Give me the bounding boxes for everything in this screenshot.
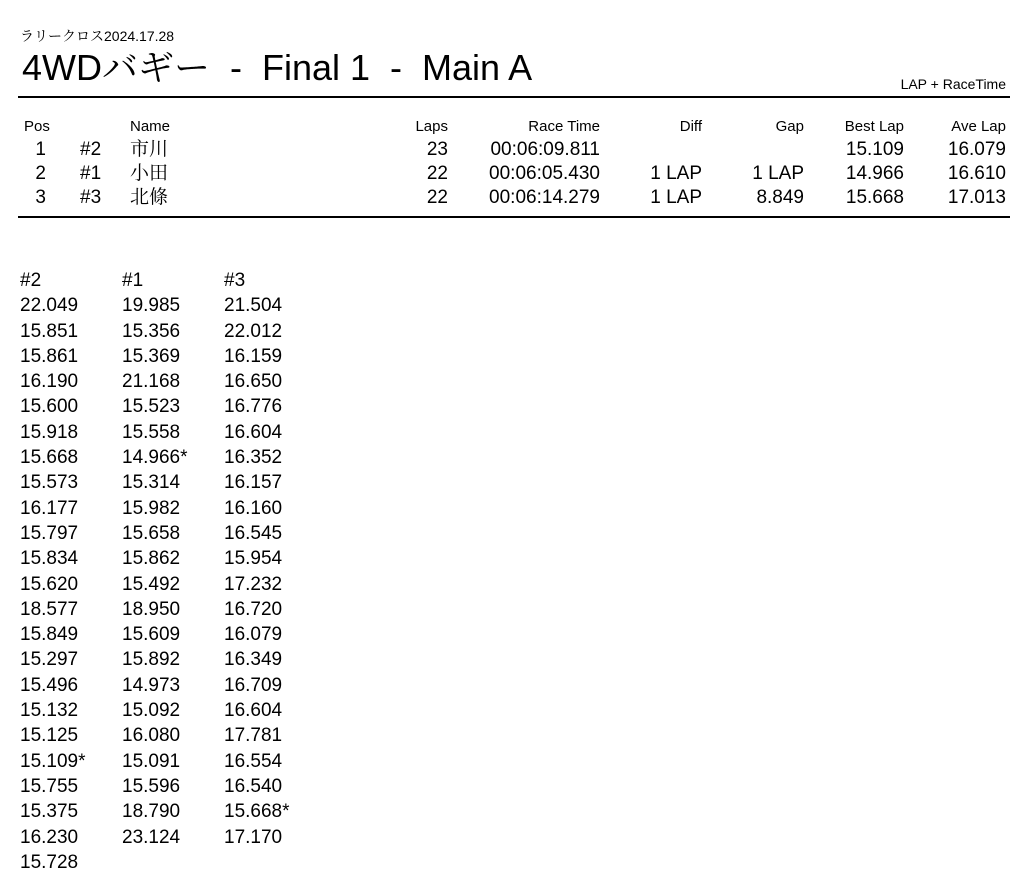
pos-cell: 3 [35,187,46,208]
lap-column-header: #1 [122,270,144,291]
race-time-cell: 00:06:14.279 [489,187,600,208]
col-gap-header: Gap [775,118,804,135]
lap-time-cell: 18.950 [122,598,181,620]
lap-time-cell: 15.125 [20,725,79,747]
gap-cell: 8.849 [756,187,804,208]
col-pos-header: Pos [24,118,50,135]
driver-name-cell: 小田 [130,163,169,184]
lap-time-cell: 15.596 [122,775,181,797]
lap-time-cell: 18.577 [20,598,79,620]
lap-time-cell: 15.851 [20,320,79,342]
lap-time-cell: 15.918 [20,421,79,443]
lap-time-cell: 15.849 [20,624,79,646]
lap-time-cell: 16.540 [224,775,283,797]
lap-time-cell: 15.091 [122,750,181,772]
lap-time-cell: 18.790 [122,801,181,823]
table-row [18,186,1008,210]
col-name-header: Name [130,118,171,135]
table-row [18,138,1008,162]
lap-time-cell: 16.720 [224,598,283,620]
lap-time-cell: 21.168 [122,371,181,393]
lap-time-cell: 15.297 [20,649,79,671]
lap-time-cell: 15.369 [122,345,181,367]
laps-cell: 22 [426,187,448,208]
lap-time-cell: 22.049 [20,295,79,317]
results-table [18,118,1008,210]
race-time-cell: 00:06:09.811 [490,139,600,160]
results-header-row [18,118,1008,135]
lap-column [224,268,326,875]
best-lap-cell: 15.109 [845,139,904,160]
lap-time-cell: 14.966* [122,447,188,469]
lap-time-cell: 15.609 [122,624,181,646]
lap-time-cell: 15.375 [20,801,79,823]
lap-time-cell: 14.973 [122,674,181,696]
driver-name-cell: 北條 [130,187,169,208]
lap-time-cell: 16.554 [224,750,283,772]
best-lap-cell: 14.966 [845,163,904,184]
lap-time-cell: 15.668 [20,447,79,469]
lap-time-cell: 15.492 [122,573,181,595]
diff-cell: 1 LAP [650,163,702,184]
lap-time-cell: 15.862 [122,548,181,570]
lap-time-cell: 16.157 [224,472,283,494]
lap-time-cell: 16.776 [224,396,283,418]
lap-column-header: #2 [20,270,42,291]
page-title: 4WDバギー - Final 1 - Main A [22,47,533,88]
lap-time-cell: 15.834 [20,548,79,570]
lap-time-cell: 16.709 [224,674,283,696]
lap-column-header: #3 [224,270,246,291]
lap-column [20,268,122,875]
lap-time-cell: 23.124 [122,826,181,848]
col-best-lap-header: Best Lap [844,118,904,135]
lap-time-cell: 15.861 [20,345,79,367]
lap-time-cell: 15.314 [122,472,181,494]
lap-time-cell: 16.230 [20,826,79,848]
lap-time-cell: 15.658 [122,522,181,544]
lap-time-cell: 15.668* [224,801,290,823]
table-row [18,162,1008,186]
lap-time-cell: 16.604 [224,700,283,722]
lap-time-cell: 19.985 [122,295,181,317]
ave-lap-cell: 16.079 [947,139,1006,160]
lap-time-cell: 15.892 [122,649,181,671]
lap-time-cell: 16.349 [224,649,283,671]
lap-time-cell: 16.650 [224,371,283,393]
lap-time-cell: 16.177 [20,497,79,519]
lap-column [122,268,224,875]
driver-name-cell: 市川 [130,139,169,160]
lap-time-cell: 15.600 [20,396,79,418]
lap-time-cell: 15.797 [20,522,79,544]
car-number-cell: #1 [80,163,102,184]
pos-cell: 1 [35,139,46,160]
col-ave-lap-header: Ave Lap [951,118,1006,135]
lap-time-cell: 17.232 [224,573,283,595]
lap-time-cell: 15.982 [122,497,181,519]
bottom-divider [18,216,1010,218]
car-number-cell: #2 [80,139,102,160]
car-number-cell: #3 [80,187,102,208]
lap-time-cell: 15.620 [20,573,79,595]
lap-time-cell: 21.504 [224,295,283,317]
laps-cell: 23 [426,139,448,160]
scoring-mode: LAP + RaceTime [900,76,1006,92]
gap-cell: 1 LAP [752,163,804,184]
lap-time-cell: 15.573 [20,472,79,494]
lap-time-cell: 15.092 [122,700,181,722]
lap-time-cell: 16.604 [224,421,283,443]
lap-time-cell: 15.954 [224,548,283,570]
lap-time-cell: 16.545 [224,522,283,544]
lap-time-cell: 16.160 [224,497,283,519]
ave-lap-cell: 17.013 [947,187,1006,208]
lap-time-cell: 15.109* [20,750,86,772]
lap-time-cell: 15.523 [122,396,181,418]
pos-cell: 2 [35,163,46,184]
lap-time-cell: 15.356 [122,320,181,342]
lap-time-cell: 16.190 [20,371,79,393]
lap-time-cell: 16.352 [224,447,283,469]
lap-time-cell: 22.012 [224,320,283,342]
lap-time-cell: 17.781 [224,725,283,747]
lap-time-cell: 15.558 [122,421,181,443]
race-time-cell: 00:06:05.430 [489,163,600,184]
col-laps-header: Laps [415,118,448,135]
col-race-time-header: Race Time [528,118,600,135]
lap-time-cell: 16.079 [224,624,283,646]
lap-time-cell: 15.728 [20,851,79,873]
ave-lap-cell: 16.610 [947,163,1006,184]
laps-cell: 22 [426,163,448,184]
event-subtitle: ラリークロス2024.17.28 [20,28,175,44]
lap-time-cell: 17.170 [224,826,283,848]
best-lap-cell: 15.668 [845,187,904,208]
lap-time-cell: 15.496 [20,674,79,696]
top-divider [18,96,1010,98]
lap-times-table [20,268,326,875]
lap-time-cell: 16.159 [224,345,283,367]
lap-time-cell: 15.755 [20,775,79,797]
col-diff-header: Diff [679,118,702,135]
lap-time-cell: 16.080 [122,725,181,747]
diff-cell: 1 LAP [650,187,702,208]
lap-time-cell: 15.132 [20,700,79,722]
